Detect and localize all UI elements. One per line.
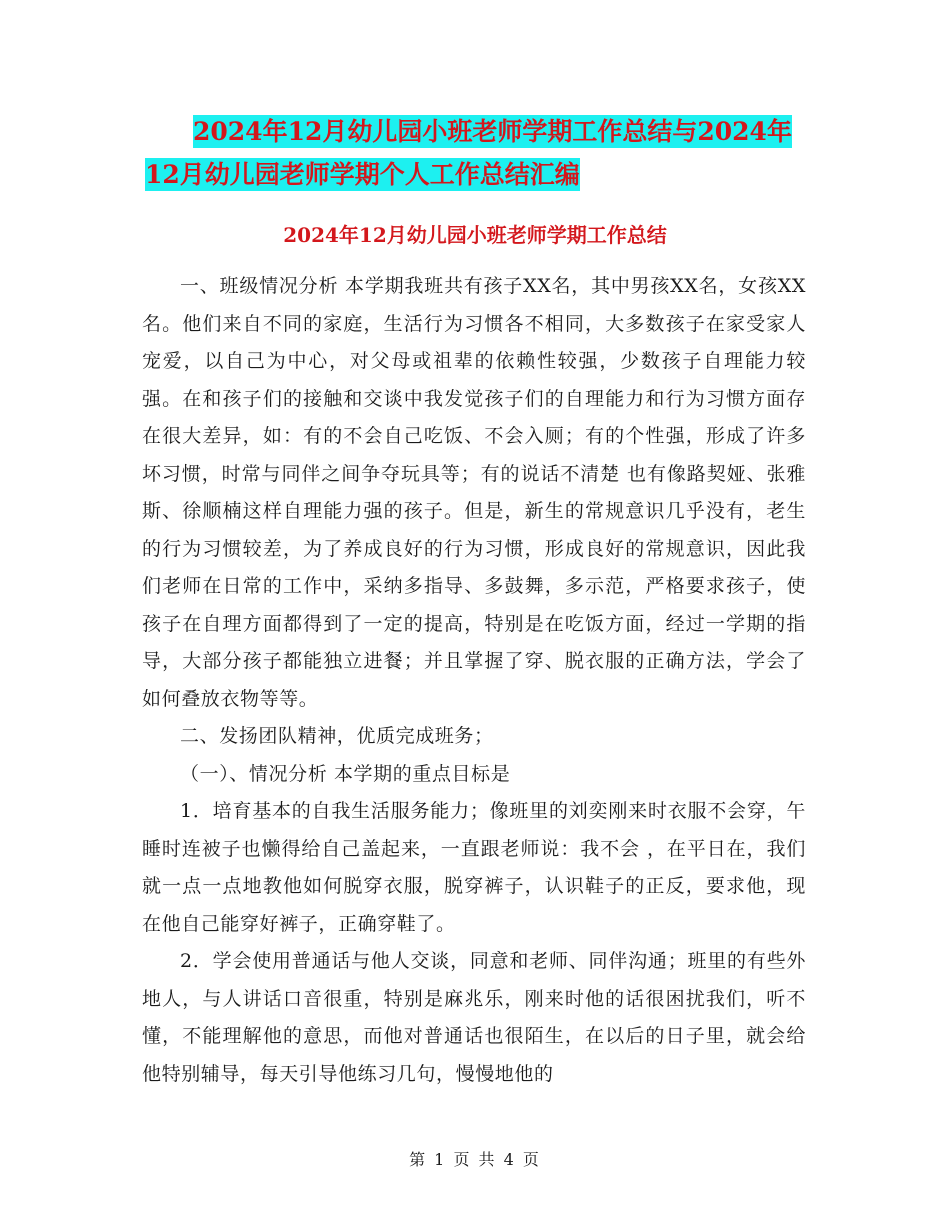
paragraph: （一）、情况分析 本学期的重点目标是 bbox=[180, 762, 511, 785]
section-title: 2024年12月幼儿园小班老师学期工作总结 bbox=[283, 223, 667, 247]
main-title-line-1: 2024年12月幼儿园小班老师学期工作总结与2024年 bbox=[193, 117, 792, 146]
main-title bbox=[145, 110, 815, 196]
body-text bbox=[142, 268, 806, 1093]
paragraph: 二、发扬团队精神，优质完成班务； bbox=[180, 725, 494, 747]
main-title-line-2: 12月幼儿园老师学期个人工作总结汇编 bbox=[145, 160, 580, 189]
paragraph: 2．学会使用普通话与他人交谈，同意和老师、同伴沟通；班里的有些外地人，与人讲话口音很重，特别是麻兆乐，刚来时他的话很困扰我们，听不懂，不能理解他的意思，而他对普通话也很陌生，在以后的日子里，就会给他特别辅导，每天引导他练习几句，慢慢地他的 bbox=[142, 950, 806, 1085]
paragraph: 一、班级情况分析 本学期我班共有孩子XX名，其中男孩XX名，女孩XX名。他们来自不同的家庭，生活行为习惯各不相同，大多数孩子在家受家人宠爱，以自己为中心，对父母或祖辈的依赖性较强，少数孩子自理能力较强。在和孩子们的接触和交谈中我发觉孩子们的自理能力和行为习惯方面存在很大差异，如：有的不会自己吃饭、不会入厕；有的个性强，形成了许多坏习惯，时常与同伴之间争夺玩具等；有的说话不清楚 也有像路契娅、张雅斯、徐顺楠这样自理能力强的孩子。但是，新生的常规意识几乎没有，老生的行为习惯较差，为了养成良好的行为习惯，形成良好的常规意识，因此我们老师在日常的工作中，采纳多指导、多鼓舞，多示范，严格要求孩子，使孩子在自理方面都得到了一定的提高，特别是在吃饭方面，经过一学期的指导，大部分孩子都能独立进餐；并且掌握了穿、脱衣服的正确方法，学会了如何叠放衣物等等。 bbox=[142, 275, 806, 710]
page-footer: 第 1 页 共 4 页 bbox=[409, 1150, 541, 1169]
paragraph: 1．培育基本的自我生活服务能力；像班里的刘奕刚来时衣服不会穿，午睡时连被子也懒得给自己盖起来，一直跟老师说：我不会 ，在平日在，我们就一点一点地教他如何脱穿衣服，脱穿裤子，认识鞋子的正反，要求他，现在他自己能穿好裤子，正确穿鞋了。 bbox=[142, 800, 806, 935]
